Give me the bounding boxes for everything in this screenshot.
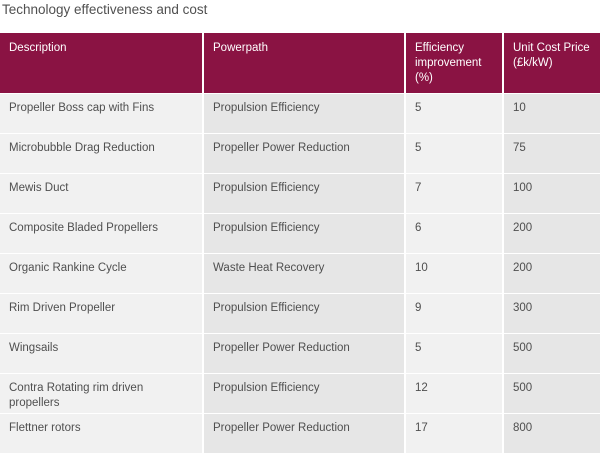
cell-efficiency: 10 xyxy=(406,254,502,293)
cell-unit-cost: 10 xyxy=(504,94,600,133)
cell-efficiency: 9 xyxy=(406,294,502,333)
cell-description: Rim Driven Propeller xyxy=(0,294,202,333)
cell-efficiency: 17 xyxy=(406,414,502,453)
cell-powerpath: Propeller Power Reduction xyxy=(204,414,404,453)
cell-powerpath: Propeller Power Reduction xyxy=(204,334,404,373)
cell-description: Wingsails xyxy=(0,334,202,373)
cell-powerpath: Propulsion Efficiency xyxy=(204,294,404,333)
cell-unit-cost: 200 xyxy=(504,254,600,293)
cell-powerpath: Waste Heat Recovery xyxy=(204,254,404,293)
technology-table xyxy=(0,33,600,441)
cell-description: Flettner rotors xyxy=(0,414,202,453)
cell-unit-cost: 300 xyxy=(504,294,600,333)
cell-efficiency: 7 xyxy=(406,174,502,213)
cell-efficiency: 12 xyxy=(406,374,502,413)
cell-efficiency: 6 xyxy=(406,214,502,253)
cell-description: Mewis Duct xyxy=(0,174,202,213)
cell-unit-cost: 75 xyxy=(504,134,600,173)
cell-unit-cost: 100 xyxy=(504,174,600,213)
cell-description: Organic Rankine Cycle xyxy=(0,254,202,293)
column-header-efficiency: Efficiency improvement (%) xyxy=(406,33,502,93)
cell-powerpath: Propulsion Efficiency xyxy=(204,174,404,213)
cell-powerpath: Propulsion Efficiency xyxy=(204,374,404,413)
column-header-unit-cost: Unit Cost Price (£k/kW) xyxy=(504,33,600,93)
cell-unit-cost: 500 xyxy=(504,374,600,413)
cell-description: Microbubble Drag Reduction xyxy=(0,134,202,173)
cell-efficiency: 5 xyxy=(406,134,502,173)
cell-unit-cost: 800 xyxy=(504,414,600,453)
cell-unit-cost: 500 xyxy=(504,334,600,373)
column-header-powerpath: Powerpath xyxy=(204,33,404,93)
cell-unit-cost: 200 xyxy=(504,214,600,253)
cell-efficiency: 5 xyxy=(406,94,502,133)
table-caption: Technology effectiveness and cost xyxy=(2,2,208,17)
cell-description: Contra Rotating rim driven propellers xyxy=(0,374,202,413)
cell-powerpath: Propulsion Efficiency xyxy=(204,214,404,253)
cell-powerpath: Propeller Power Reduction xyxy=(204,134,404,173)
cell-efficiency: 5 xyxy=(406,334,502,373)
column-header-description: Description xyxy=(0,33,202,93)
cell-description: Propeller Boss cap with Fins xyxy=(0,94,202,133)
cell-description: Composite Bladed Propellers xyxy=(0,214,202,253)
cell-powerpath: Propulsion Efficiency xyxy=(204,94,404,133)
